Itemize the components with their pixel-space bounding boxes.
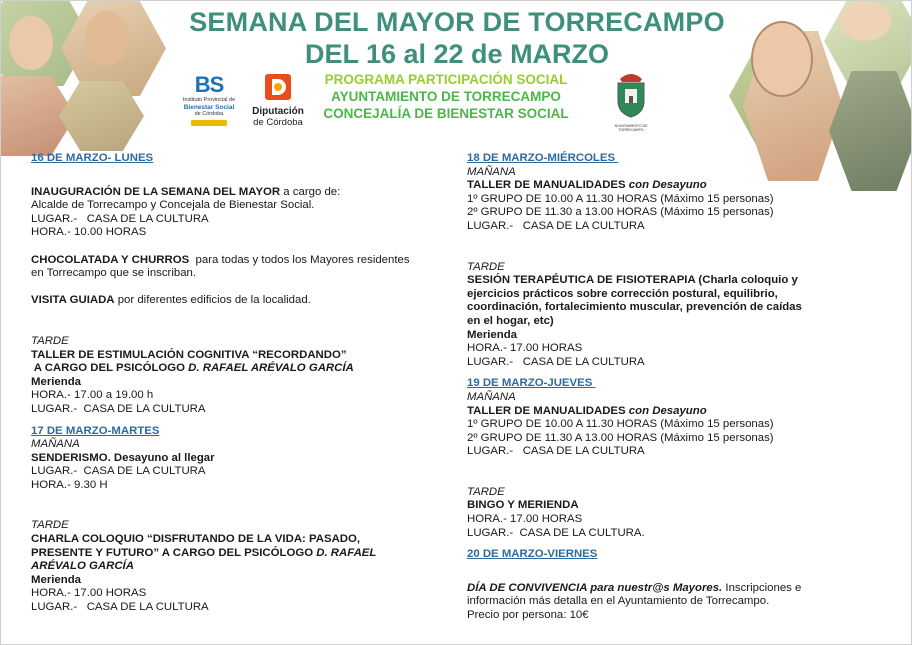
manana-label-18: MAÑANA	[467, 165, 516, 178]
senderismo-place: LUGAR.- CASA DE LA CULTURA	[31, 465, 206, 478]
convivencia-price: Precio por persona: 10€	[467, 609, 589, 622]
manualidades-title-18: TALLER DE MANUALIDADES	[467, 179, 629, 192]
fisio-line-2: ejercicios prácticos sobre corrección postural, equilibrio,	[467, 287, 778, 300]
tarde-label-19: TARDE	[467, 485, 505, 498]
left-column	[31, 152, 431, 615]
title-line-1: SEMANA DEL MAYOR DE TORRECAMPO	[189, 7, 725, 37]
manualidades-title-19: TALLER DE MANUALIDADES	[467, 404, 629, 417]
ayuntamiento-crest	[611, 69, 651, 133]
day-heading-20: 20 DE MARZO-VIERNES	[467, 548, 598, 561]
taller-cognitivo-by: A CARGO DEL PSICÓLOGO	[31, 362, 189, 375]
chocolatada-desc-2: en Torrecampo que se inscriban.	[31, 267, 197, 280]
inauguration-by: a cargo de:	[280, 185, 341, 198]
inauguration-title: INAUGURACIÓN DE LA SEMANA DEL MAYOR	[31, 185, 281, 198]
charla-time: HORA.- 17.00 HORAS	[31, 587, 147, 600]
manana-label-17: MAÑANA	[31, 438, 80, 451]
group-2-19: 2º GRUPO DE 11.30 A 13.00 HORAS (Máximo 15 personas)	[467, 431, 774, 444]
tarde-label-18: TARDE	[467, 260, 505, 273]
fisio-time: HORA.- 17.00 HORAS	[467, 342, 583, 355]
fisio-line-1: SESIÓN TERAPÉUTICA DE FISIOTERAPIA (Charla coloquio y	[467, 274, 798, 287]
title-line-2: DEL 16 al 22 de MARZO	[304, 39, 610, 69]
manualidades-place-19: LUGAR.- CASA DE LA CULTURA	[467, 445, 645, 458]
ipbs-line-1: Instituto Provincial de	[182, 97, 236, 103]
convivencia-desc-2: información más detalla en el Ayuntamiento de Torrecampo.	[467, 595, 770, 608]
bingo-place: LUGAR.- CASA DE LA CULTURA.	[467, 526, 645, 539]
fisio-line-4: en el hogar, etc)	[467, 314, 554, 327]
bingo-time: HORA.- 17.00 HORAS	[467, 513, 583, 526]
program-line-3: CONCEJALÍA DE BIENESTAR SOCIAL	[323, 106, 569, 121]
visita-title: VISITA GUIADA	[31, 294, 115, 307]
fisio-place: LUGAR.- CASA DE LA CULTURA	[467, 355, 645, 368]
taller-cognitivo-psychologist: D. RAFAEL ARÉVALO GARCÍA	[188, 362, 354, 375]
ipbs-line-2: Bienestar Social	[183, 103, 235, 111]
charla-title-1: CHARLA COLOQUIO “DISFRUTANDO DE LA VIDA: PASADO,	[31, 533, 361, 546]
diputacion-name: Diputación	[252, 106, 304, 117]
convivencia-desc: Inscripciones e	[722, 581, 802, 594]
manualidades-place-18: LUGAR.- CASA DE LA CULTURA	[467, 219, 645, 232]
charla-title-2: PRESENTE Y FUTURO” A CARGO DEL PSICÓLOGO	[31, 546, 317, 559]
ipbs-mark: BS	[194, 72, 224, 97]
inauguration-place: LUGAR.- CASA DE LA CULTURA	[31, 212, 209, 225]
chocolatada-desc: para todas y todos los Mayores residentes	[189, 253, 410, 266]
bingo-title: BINGO Y MERIENDA	[467, 499, 579, 512]
manualidades-desayuno-19: con Desayuno	[628, 404, 707, 417]
fisio-line-3: coordinación, fortalecimiento muscular, prevención de caídas	[467, 301, 802, 314]
program-line-1: PROGRAMA PARTICIPACIÓN SOCIAL	[324, 72, 568, 87]
inauguration-time: HORA.- 10.00 HORAS	[31, 226, 147, 239]
ipbs-bar	[191, 120, 227, 126]
taller-cognitivo-title: TALLER DE ESTIMULACIÓN COGNITIVA “RECORDANDO”	[31, 348, 347, 361]
day-heading-16: 16 DE MARZO- LUNES	[31, 152, 154, 164]
tarde-label-17: TARDE	[31, 519, 69, 532]
diputacion-emblem-icon	[263, 73, 293, 101]
inauguration-officials: Alcalde de Torrecampo y Concejala de Bienestar Social.	[31, 199, 315, 212]
day-heading-17: 17 DE MARZO-MARTES	[31, 424, 160, 437]
diputacion-logo	[249, 73, 307, 128]
ipbs-logo	[173, 73, 245, 133]
charla-psychologist-1: D. RAFAEL	[316, 546, 377, 559]
charla-place: LUGAR.- CASA DE LA CULTURA	[31, 601, 209, 614]
tarde-label-16: TARDE	[31, 334, 69, 347]
senderismo-title: SENDERISMO. Desayuno al llegar	[31, 451, 215, 464]
ipbs-line-3: de Córdoba	[194, 111, 224, 117]
chocolatada-title: CHOCOLATADA Y CHURROS	[31, 253, 190, 266]
taller-cognitivo-place: LUGAR.- CASA DE LA CULTURA	[31, 402, 206, 415]
crest-icon	[614, 69, 648, 119]
day-heading-18: 18 DE MARZO-MIÉRCOLES	[467, 152, 619, 164]
diputacion-sub: de Córdoba	[253, 117, 303, 128]
right-column	[467, 152, 827, 623]
visita-desc: por diferentes edificios de la localidad.	[114, 294, 311, 307]
merienda-16: Merienda	[31, 375, 82, 388]
senderismo-time: HORA.- 9.30 H	[31, 478, 108, 491]
program-line-2: AYUNTAMIENTO DE TORRECAMPO	[331, 89, 561, 104]
convivencia-title: DÍA DE CONVIVENCIA para nuestr@s Mayores.	[467, 581, 723, 594]
day-heading-19: 19 DE MARZO-JUEVES	[467, 377, 596, 390]
manualidades-desayuno-18: con Desayuno	[628, 179, 707, 192]
manana-label-19: MAÑANA	[467, 390, 516, 403]
merienda-18: Merienda	[467, 328, 518, 341]
group-2-18: 2º GRUPO DE 11.30 a 13.00 HORAS (Máximo 15 personas)	[467, 206, 774, 219]
group-1-19: 1º GRUPO DE 10.00 A 11.30 HORAS (Máximo 15 personas)	[467, 418, 774, 431]
merienda-17: Merienda	[31, 573, 82, 586]
group-1-18: 1º GRUPO DE 10.00 A 11.30 HORAS (Máximo 15 personas)	[467, 192, 774, 205]
taller-cognitivo-time: HORA.- 17.00 a 19.00 h	[31, 389, 154, 402]
charla-psychologist-2: ARÉVALO GARCÍA	[31, 560, 134, 573]
crest-caption: AYUNTAMIENTO DE TORRECAMPO	[614, 124, 648, 132]
